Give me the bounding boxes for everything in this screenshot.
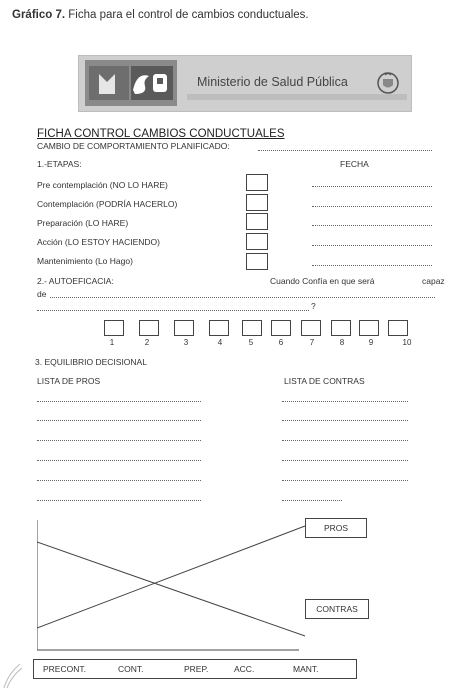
pros-line-1[interactable] bbox=[37, 401, 201, 402]
self-efficacy-question: Cuando Confía en que será bbox=[270, 276, 375, 286]
stage-label-4: Acción (LO ESTOY HACIENDO) bbox=[37, 237, 160, 247]
ministry-name: Ministerio de Salud Pública bbox=[197, 75, 348, 89]
stage-label-1: Pre contemplación (NO LO HARE) bbox=[37, 180, 168, 190]
self-efficacy-field-1[interactable] bbox=[50, 297, 435, 298]
pros-line-4[interactable] bbox=[37, 460, 201, 461]
scale-box-7[interactable] bbox=[301, 320, 321, 336]
stage-bar-mant: MANT. bbox=[293, 664, 319, 674]
pros-line-2[interactable] bbox=[37, 420, 201, 421]
scale-num-5: 5 bbox=[248, 338, 254, 347]
form-subtitle: CAMBIO DE COMPORTAMIENTO PLANIFICADO: bbox=[37, 141, 230, 151]
stage-label-2: Contemplación (PODRÍA HACERLO) bbox=[37, 199, 178, 209]
ministry-banner bbox=[78, 55, 412, 112]
decisional-balance-label: 3. EQUILIBRIO DECISIONAL bbox=[35, 357, 147, 367]
stage-date-field-2[interactable] bbox=[312, 206, 432, 207]
stage-label-3: Preparación (LO HARE) bbox=[37, 218, 129, 228]
contras-line bbox=[37, 542, 305, 636]
self-efficacy-field-2[interactable] bbox=[37, 310, 309, 311]
scale-num-10: 10 bbox=[402, 338, 412, 347]
self-efficacy-de: de bbox=[37, 289, 47, 299]
stage-checkbox-2[interactable] bbox=[246, 194, 268, 211]
stage-bar-prep: PREP. bbox=[184, 664, 209, 674]
scale-box-5[interactable] bbox=[242, 320, 262, 336]
stage-bar-precont: PRECONT. bbox=[43, 664, 86, 674]
scale-num-4: 4 bbox=[217, 338, 223, 347]
stage-checkbox-4[interactable] bbox=[246, 233, 268, 250]
scale-box-9[interactable] bbox=[359, 320, 379, 336]
pros-line-5[interactable] bbox=[37, 480, 201, 481]
scale-num-7: 7 bbox=[309, 338, 315, 347]
self-efficacy-label: 2.- AUTOEFICACIA: bbox=[37, 276, 114, 286]
contras-line-2[interactable] bbox=[282, 420, 408, 421]
caption-text: Ficha para el control de cambios conductuales. bbox=[68, 9, 309, 21]
stage-bar-acc: ACC. bbox=[234, 664, 255, 674]
contras-list-label: LISTA DE CONTRAS bbox=[284, 376, 365, 386]
caption-prefix: Gráfico 7. bbox=[12, 9, 66, 21]
scale-box-6[interactable] bbox=[271, 320, 291, 336]
stage-date-field-3[interactable] bbox=[312, 225, 432, 226]
contras-line-6[interactable] bbox=[282, 500, 342, 501]
behavior-change-field[interactable] bbox=[258, 150, 432, 151]
stage-checkbox-3[interactable] bbox=[246, 213, 268, 230]
self-efficacy-capaz: capaz bbox=[422, 276, 445, 286]
figure-caption bbox=[12, 9, 309, 21]
contras-line-5[interactable] bbox=[282, 480, 408, 481]
stage-date-field-5[interactable] bbox=[312, 265, 432, 266]
decisional-balance-diagram bbox=[37, 520, 307, 652]
coat-of-arms-icon bbox=[375, 70, 401, 96]
stage-checkbox-1[interactable] bbox=[246, 174, 268, 191]
pros-list-label: LISTA DE PROS bbox=[37, 376, 101, 386]
corner-stamp-icon bbox=[2, 660, 24, 690]
stage-label-5: Mantenimiento (Lo Hago) bbox=[37, 256, 133, 266]
scale-box-8[interactable] bbox=[331, 320, 351, 336]
scale-num-9: 9 bbox=[368, 338, 374, 347]
form-title: FICHA CONTROL CAMBIOS CONDUCTUALES bbox=[37, 128, 285, 140]
scale-box-2[interactable] bbox=[139, 320, 159, 336]
banner-stripe bbox=[187, 94, 407, 100]
scale-num-6: 6 bbox=[278, 338, 284, 347]
stages-label: 1.-ETAPAS: bbox=[37, 159, 82, 169]
pros-line-6[interactable] bbox=[37, 500, 201, 501]
stage-date-field-4[interactable] bbox=[312, 245, 432, 246]
pros-line-3[interactable] bbox=[37, 440, 201, 441]
scale-box-1[interactable] bbox=[104, 320, 124, 336]
stage-bar-cont: CONT. bbox=[118, 664, 144, 674]
contras-line-1[interactable] bbox=[282, 401, 408, 402]
date-label: FECHA bbox=[340, 159, 369, 169]
contras-tag: CONTRAS bbox=[305, 599, 369, 619]
pros-tag: PROS bbox=[305, 518, 367, 538]
stage-checkbox-5[interactable] bbox=[246, 253, 268, 270]
scale-num-8: 8 bbox=[339, 338, 345, 347]
scale-num-3: 3 bbox=[183, 338, 189, 347]
stage-date-field-1[interactable] bbox=[312, 186, 432, 187]
msp-logo bbox=[85, 60, 177, 106]
scale-box-3[interactable] bbox=[174, 320, 194, 336]
scale-num-2: 2 bbox=[144, 338, 150, 347]
scale-box-4[interactable] bbox=[209, 320, 229, 336]
scale-box-10[interactable] bbox=[388, 320, 408, 336]
self-efficacy-qmark: ? bbox=[311, 301, 316, 311]
scale-num-1: 1 bbox=[109, 338, 115, 347]
contras-line-4[interactable] bbox=[282, 460, 408, 461]
stage-bar bbox=[33, 659, 357, 679]
contras-line-3[interactable] bbox=[282, 440, 408, 441]
pros-line bbox=[37, 526, 305, 628]
